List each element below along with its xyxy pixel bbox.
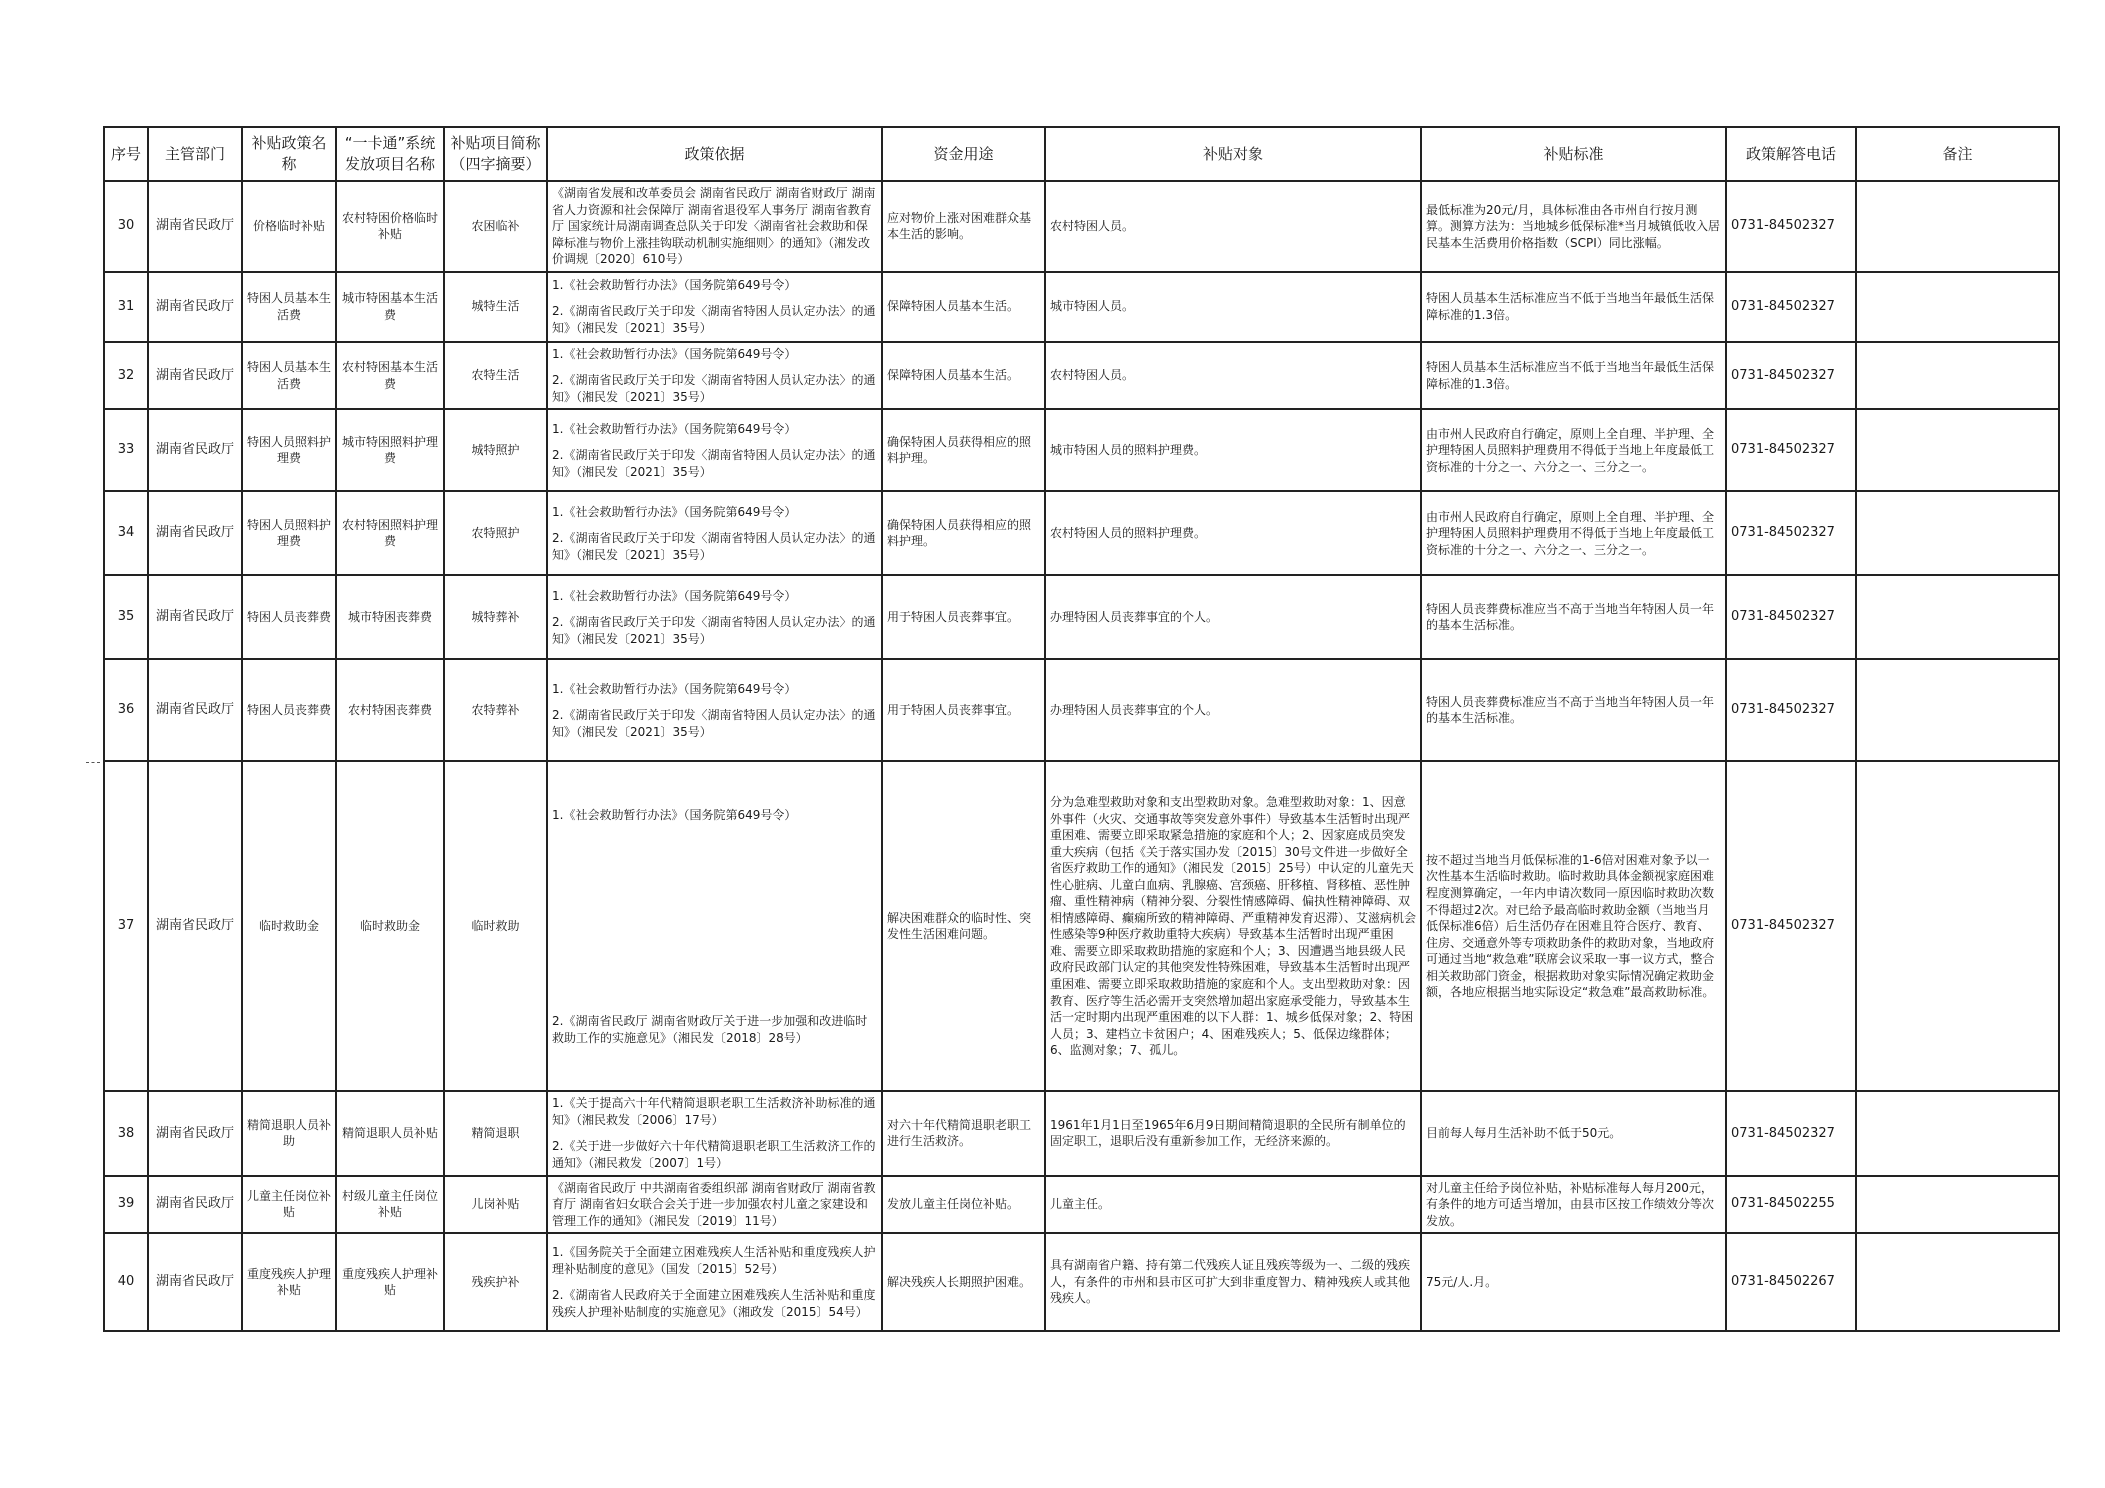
cell-tel: 0731-84502327 [1726, 409, 1856, 491]
cell-dept: 湖南省民政厅 [148, 761, 242, 1091]
header-standard: 补贴标准 [1421, 127, 1726, 181]
basis-line: 1.《社会救助暂行办法》（国务院第649号令） [552, 588, 797, 603]
basis-line: 2.《湖南省人民政府关于全面建立困难残疾人生活补贴和重度残疾人护理补贴制度的实施意见》（湘政发〔2015〕54号） [552, 1288, 876, 1319]
cell-item: 农村特困丧葬费 [336, 659, 444, 761]
table-header-row [104, 127, 2059, 181]
basis-spacer [552, 437, 877, 447]
cell-basis [547, 761, 882, 1091]
cell-basis [547, 409, 882, 491]
header-tel: 政策解答电话 [1726, 127, 1856, 181]
header-use: 资金用途 [882, 127, 1045, 181]
cell-abbr: 城特生活 [444, 272, 547, 342]
cell-note [1856, 409, 2059, 491]
cell-target: 分为急难型救助对象和支出型救助对象。急难型救助对象：1、因意外事件（火灾、交通事故等突发意外事件）导致基本生活暂时出现严重困难、需要立即采取紧急措施的家庭和个人；2、因家庭成员突发重大疾病（包括《关于落实国办发〔2015〕30号文件进一步做好全省医疗救助工作的通知》（湘民发〔2015〕25号）中认定的儿童先天性心脏病、儿童白血病、乳腺癌、宫颈癌、肝移植、肾移植、恶性肿瘤、重性精神病（精神分裂、分裂性情感障碍、偏执性精神障碍、双相情感障碍、癫痫所致的精神障碍、严重精神发育迟滞）、艾滋病机会性感染等9种医疗救助重特大疾病）导致基本生活暂时出现严重困难、需要立即采取救助措施的家庭和个人；3、因遭遇当地县级人民政府民政部门认定的其他突发性特殊困难，导致基本生活暂时出现严重困难、需要立即采取救助措施的家庭和个人。支出型救助对象：因教育、医疗等生活必需开支突然增加超出家庭承受能力，导致基本生活一定时期内出现严重困难的以下人群：1、城乡低保对象；2、特困人员；3、建档立卡贫困户；4、困难残疾人；5、低保边缘群体；6、监测对象；7、孤儿。 [1045, 761, 1421, 1091]
cell-item: 城市特困丧葬费 [336, 575, 444, 659]
cell-policy: 特困人员基本生活费 [242, 342, 336, 410]
cell-standard: 最低标准为20元/月，具体标准由各市州自行按月测算。测算方法为：当地城乡低保标准*当月城镇低收入居民基本生活费用价格指数（SCPI）同比涨幅。 [1421, 181, 1726, 272]
basis-line: 2.《湖南省民政厅关于印发〈湖南省特困人员认定办法〉的通知》（湘民发〔2021〕35号） [552, 304, 876, 335]
cell-dept: 湖南省民政厅 [148, 1176, 242, 1234]
cell-tel: 0731-84502327 [1726, 575, 1856, 659]
cell-item: 精简退职人员补贴 [336, 1091, 444, 1175]
cell-use: 解决困难群众的临时性、突发性生活困难问题。 [882, 761, 1045, 1091]
table-row [104, 181, 2059, 272]
cell-abbr: 儿岗补贴 [444, 1176, 547, 1234]
cell-abbr: 农特生活 [444, 342, 547, 410]
cell-no: 34 [104, 491, 148, 575]
cell-basis [547, 1233, 882, 1331]
cell-note [1856, 1176, 2059, 1234]
cell-target: 农村特困人员。 [1045, 342, 1421, 410]
cell-tel: 0731-84502327 [1726, 181, 1856, 272]
cell-tel: 0731-84502327 [1726, 491, 1856, 575]
cell-tel: 0731-84502327 [1726, 342, 1856, 410]
cell-standard: 特困人员基本生活标准应当不低于当地当年最低生活保障标准的1.3倍。 [1421, 272, 1726, 342]
cell-policy: 精简退职人员补助 [242, 1091, 336, 1175]
cell-basis [547, 1176, 882, 1234]
table-row [104, 272, 2059, 342]
cell-basis [547, 272, 882, 342]
basis-line: 1.《社会救助暂行办法》（国务院第649号令） [552, 421, 797, 436]
cell-abbr: 农特葬补 [444, 659, 547, 761]
cell-note [1856, 342, 2059, 410]
cell-no: 38 [104, 1091, 148, 1175]
cell-item: 农村特困基本生活费 [336, 342, 444, 410]
cell-note [1856, 181, 2059, 272]
cell-basis [547, 181, 882, 272]
cell-standard: 特困人员基本生活标准应当不低于当地当年最低生活保障标准的1.3倍。 [1421, 342, 1726, 410]
cell-item: 村级儿童主任岗位补贴 [336, 1176, 444, 1234]
cell-policy: 儿童主任岗位补贴 [242, 1176, 336, 1234]
cell-abbr: 农困临补 [444, 181, 547, 272]
cell-policy: 特困人员照料护理费 [242, 409, 336, 491]
cell-policy: 特困人员丧葬费 [242, 659, 336, 761]
header-policy: 补贴政策名称 [242, 127, 336, 181]
cell-standard: 特困人员丧葬费标准应当不高于当地当年特困人员一年的基本生活标准。 [1421, 659, 1726, 761]
cell-target: 办理特困人员丧葬事宜的个人。 [1045, 575, 1421, 659]
header-dept: 主管部门 [148, 127, 242, 181]
cell-use: 确保特困人员获得相应的照料护理。 [882, 409, 1045, 491]
cell-basis [547, 342, 882, 410]
basis-spacer [552, 697, 877, 707]
cell-no: 31 [104, 272, 148, 342]
basis-line: 1.《社会救助暂行办法》（国务院第649号令） [552, 504, 797, 519]
cell-target: 儿童主任。 [1045, 1176, 1421, 1234]
basis-line: 1.《社会救助暂行办法》（国务院第649号令） [552, 277, 797, 292]
cell-use: 用于特困人员丧葬事宜。 [882, 659, 1045, 761]
cell-no: 37 [104, 761, 148, 1091]
cell-target: 具有湖南省户籍、持有第二代残疾人证且残疾等级为一、二级的残疾人，有条件的市州和县市区可扩大到非重度智力、精神残疾人或其他残疾人。 [1045, 1233, 1421, 1331]
cell-policy: 特困人员丧葬费 [242, 575, 336, 659]
cell-standard: 75元/人.月。 [1421, 1233, 1726, 1331]
cell-note [1856, 575, 2059, 659]
table-row [104, 761, 2059, 1091]
cell-item: 农村特困价格临时补贴 [336, 181, 444, 272]
header-basis: 政策依据 [547, 127, 882, 181]
scan-margin-mark [86, 762, 100, 763]
cell-dept: 湖南省民政厅 [148, 342, 242, 410]
cell-standard: 对儿童主任给予岗位补贴，补贴标准每人每月200元，有条件的地方可适当增加，由县市区按工作绩效分等次发放。 [1421, 1176, 1726, 1234]
cell-use: 解决残疾人长期照护困难。 [882, 1233, 1045, 1331]
table-row [104, 659, 2059, 761]
header-no: 序号 [104, 127, 148, 181]
cell-tel: 0731-84502255 [1726, 1176, 1856, 1234]
cell-use: 对六十年代精简退职老职工进行生活救济。 [882, 1091, 1045, 1175]
header-item: “一卡通”系统发放项目名称 [336, 127, 444, 181]
cell-tel: 0731-84502327 [1726, 761, 1856, 1091]
basis-line: 1.《社会救助暂行办法》（国务院第649号令） [552, 681, 797, 696]
basis-line: 《湖南省发展和改革委员会 湖南省民政厅 湖南省财政厅 湖南省人力资源和社会保障厅 湖南省退役军人事务厅 湖南省教育厅 国家统计局湖南调查总队关于印发〈湖南省社会救助和保障标准与物价上涨挂钩联动机制实施细则〉的通知》（湘发改价调规〔2020〕610号） [552, 186, 876, 267]
table-row [104, 409, 2059, 491]
cell-item: 城市特困照料护理费 [336, 409, 444, 491]
cell-note [1856, 761, 2059, 1091]
cell-basis [547, 491, 882, 575]
cell-use: 确保特困人员获得相应的照料护理。 [882, 491, 1045, 575]
table-row [104, 1233, 2059, 1331]
cell-target: 农村特困人员。 [1045, 181, 1421, 272]
cell-note [1856, 272, 2059, 342]
basis-line: 1.《国务院关于全面建立困难残疾人生活补贴和重度残疾人护理补贴制度的意见》（国发〔2015〕52号） [552, 1245, 876, 1276]
basis-spacer [552, 823, 877, 1013]
cell-tel: 0731-84502327 [1726, 659, 1856, 761]
cell-no: 35 [104, 575, 148, 659]
cell-note [1856, 1233, 2059, 1331]
header-abbr: 补贴项目简称（四字摘要） [444, 127, 547, 181]
cell-standard: 由市州人民政府自行确定，原则上全自理、半护理、全护理特困人员照料护理费用不得低于当地上年度最低工资标准的十分之一、六分之一、三分之一。 [1421, 491, 1726, 575]
basis-line: 2.《湖南省民政厅关于印发〈湖南省特困人员认定办法〉的通知》（湘民发〔2021〕35号） [552, 615, 876, 646]
cell-dept: 湖南省民政厅 [148, 181, 242, 272]
header-note: 备注 [1856, 127, 2059, 181]
basis-line: 1.《社会救助暂行办法》（国务院第649号令） [552, 807, 797, 822]
cell-target: 城市特困人员。 [1045, 272, 1421, 342]
basis-line: 2.《湖南省民政厅关于印发〈湖南省特困人员认定办法〉的通知》（湘民发〔2021〕35号） [552, 373, 876, 404]
cell-item: 城市特困基本生活费 [336, 272, 444, 342]
cell-no: 39 [104, 1176, 148, 1234]
table-row [104, 342, 2059, 410]
cell-note [1856, 491, 2059, 575]
cell-no: 30 [104, 181, 148, 272]
cell-policy: 价格临时补贴 [242, 181, 336, 272]
table-row [104, 1091, 2059, 1175]
cell-use: 保障特困人员基本生活。 [882, 272, 1045, 342]
cell-use: 应对物价上涨对困难群众基本生活的影响。 [882, 181, 1045, 272]
subsidy-policy-table [103, 126, 2060, 1332]
basis-spacer [552, 604, 877, 614]
cell-no: 33 [104, 409, 148, 491]
cell-tel: 0731-84502327 [1726, 1091, 1856, 1175]
cell-tel: 0731-84502267 [1726, 1233, 1856, 1331]
table-row [104, 575, 2059, 659]
basis-line: 1.《关于提高六十年代精简退职老职工生活救济补助标准的通知》（湘民救发〔2006〕17号） [552, 1096, 876, 1127]
cell-target: 办理特困人员丧葬事宜的个人。 [1045, 659, 1421, 761]
cell-no: 40 [104, 1233, 148, 1331]
cell-abbr: 城特照护 [444, 409, 547, 491]
cell-note [1856, 1091, 2059, 1175]
cell-basis [547, 659, 882, 761]
cell-standard: 按不超过当地当月低保标准的1-6倍对困难对象予以一次性基本生活临时救助。临时救助具体金额视家庭困难程度测算确定，一年内申请次数同一原因临时救助次数不得超过2次。对已给予最高临时救助金额（当地当月低保标准6倍）后生活仍存在困难且符合医疗、教育、住房、交通意外等专项救助条件的救助对象，当地政府可通过当地“救急难”联席会议采取一事一议方式，整合相关救助部门资金，根据救助对象实际情况确定救助金额，各地应根据当地实际设定“救急难”最高救助标准。 [1421, 761, 1726, 1091]
cell-note [1856, 659, 2059, 761]
cell-target: 城市特困人员的照料护理费。 [1045, 409, 1421, 491]
basis-spacer [552, 520, 877, 530]
cell-no: 32 [104, 342, 148, 410]
cell-item: 临时救助金 [336, 761, 444, 1091]
policy-table-sheet [103, 126, 2058, 1332]
cell-target: 农村特困人员的照料护理费。 [1045, 491, 1421, 575]
cell-dept: 湖南省民政厅 [148, 409, 242, 491]
cell-use: 用于特困人员丧葬事宜。 [882, 575, 1045, 659]
basis-spacer [552, 362, 877, 372]
cell-dept: 湖南省民政厅 [148, 575, 242, 659]
cell-dept: 湖南省民政厅 [148, 1091, 242, 1175]
basis-line: 1.《社会救助暂行办法》（国务院第649号令） [552, 346, 797, 361]
basis-line: 2.《湖南省民政厅关于印发〈湖南省特困人员认定办法〉的通知》（湘民发〔2021〕35号） [552, 708, 876, 739]
cell-use: 保障特困人员基本生活。 [882, 342, 1045, 410]
table-row [104, 491, 2059, 575]
basis-line: 2.《湖南省民政厅关于印发〈湖南省特困人员认定办法〉的通知》（湘民发〔2021〕35号） [552, 448, 876, 479]
cell-abbr: 残疾护补 [444, 1233, 547, 1331]
cell-policy: 临时救助金 [242, 761, 336, 1091]
table-body [104, 181, 2059, 1331]
cell-use: 发放儿童主任岗位补贴。 [882, 1176, 1045, 1234]
cell-dept: 湖南省民政厅 [148, 659, 242, 761]
cell-policy: 重度残疾人护理补贴 [242, 1233, 336, 1331]
cell-dept: 湖南省民政厅 [148, 491, 242, 575]
cell-abbr: 城特葬补 [444, 575, 547, 659]
basis-line: 2.《湖南省民政厅关于印发〈湖南省特困人员认定办法〉的通知》（湘民发〔2021〕35号） [552, 531, 876, 562]
cell-policy: 特困人员基本生活费 [242, 272, 336, 342]
basis-spacer [552, 1277, 877, 1287]
basis-line: 2.《关于进一步做好六十年代精简退职老职工生活救济工作的通知》（湘民救发〔2007〕1号） [552, 1139, 876, 1171]
cell-dept: 湖南省民政厅 [148, 272, 242, 342]
table-row [104, 1176, 2059, 1234]
cell-standard: 由市州人民政府自行确定，原则上全自理、半护理、全护理特困人员照料护理费用不得低于当地上年度最低工资标准的十分之一、六分之一、三分之一。 [1421, 409, 1726, 491]
cell-basis [547, 1091, 882, 1175]
cell-tel: 0731-84502327 [1726, 272, 1856, 342]
cell-abbr: 农特照护 [444, 491, 547, 575]
cell-abbr: 精简退职 [444, 1091, 547, 1175]
cell-abbr: 临时救助 [444, 761, 547, 1091]
cell-standard: 特困人员丧葬费标准应当不高于当地当年特困人员一年的基本生活标准。 [1421, 575, 1726, 659]
cell-dept: 湖南省民政厅 [148, 1233, 242, 1331]
cell-basis [547, 575, 882, 659]
basis-spacer [552, 1128, 877, 1138]
basis-line: 2.《湖南省民政厅 湖南省财政厅关于进一步加强和改进临时救助工作的实施意见》（湘民发〔2018〕28号） [552, 1014, 868, 1045]
cell-policy: 特困人员照料护理费 [242, 491, 336, 575]
cell-target: 1961年1月1日至1965年6月9日期间精简退职的全民所有制单位的固定职工，退职后没有重新参加工作，无经济来源的。 [1045, 1091, 1421, 1175]
cell-item: 农村特困照料护理费 [336, 491, 444, 575]
cell-no: 36 [104, 659, 148, 761]
cell-standard: 目前每人每月生活补助不低于50元。 [1421, 1091, 1726, 1175]
cell-item: 重度残疾人护理补贴 [336, 1233, 444, 1331]
basis-line: 《湖南省民政厅 中共湖南省委组织部 湖南省财政厅 湖南省教育厅 湖南省妇女联合会关于进一步加强农村儿童之家建设和管理工作的通知》（湘民发〔2019〕11号） [552, 1180, 876, 1228]
basis-spacer [552, 293, 877, 303]
header-target: 补贴对象 [1045, 127, 1421, 181]
